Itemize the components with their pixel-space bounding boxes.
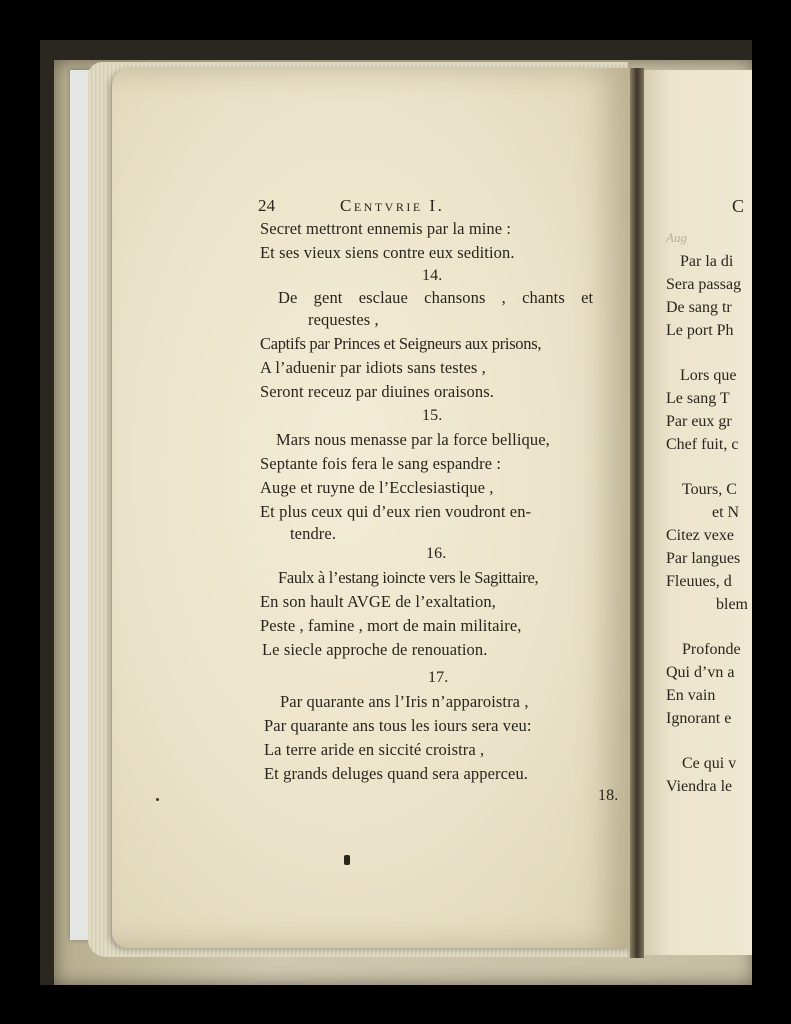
text-line: Ignorant e [666, 710, 732, 727]
left-page [112, 68, 632, 948]
text-line: Profonde [682, 641, 741, 658]
text-line: Par la di [680, 253, 734, 270]
text-line: Par langues [666, 550, 741, 567]
text-line: Seront receuz par diuines oraisons. [260, 382, 494, 401]
text-line: Le siecle approche de renouation. [262, 640, 488, 659]
text-line: En vain [666, 687, 716, 704]
running-title: Centvrie I. [340, 196, 445, 215]
text-line: Secret mettront ennemis par la mine : [260, 219, 512, 238]
text-line: Septante fois fera le sang espandre : [260, 454, 502, 473]
verse-number: 14. [422, 267, 443, 284]
catchword: 18. [598, 787, 619, 804]
text-line: Lors que [680, 367, 737, 384]
text-line: Qui d’vn a [666, 664, 735, 681]
text-line: blem [716, 596, 748, 613]
text-line: Par eux gr [666, 413, 732, 430]
text-line: Et plus ceux qui d’eux rien voudront en- [260, 502, 532, 521]
text-line: Auge et ruyne de l’Ecclesiastique , [260, 478, 494, 497]
text-line: Peste , famine , mort de main militaire, [260, 616, 522, 635]
book-gutter [630, 68, 644, 958]
text-line: La terre aride en siccité croistra , [264, 740, 485, 759]
right-page [644, 70, 752, 955]
book-photo [40, 40, 752, 985]
verse-number: 15. [422, 407, 443, 424]
text-line: Le sang T [666, 390, 730, 407]
text-line: De sang tr [666, 299, 732, 316]
text-line: Par quarante ans tous les iours sera veu: [264, 716, 532, 735]
page-number: 24 [258, 196, 276, 215]
text-line: Mars nous menasse par la force bellique, [276, 430, 550, 449]
text-line: A l’aduenir par idiots sans testes , [260, 358, 486, 377]
text-line: Chef fuit, c [666, 436, 739, 453]
header-fragment: C [732, 196, 745, 216]
text-line: Viendra le [666, 778, 733, 795]
text-line: De gent esclaue chansons , chants et [278, 288, 594, 307]
text-line: Tours, C [682, 481, 737, 498]
text-line: et N [712, 504, 740, 521]
text-line: Fleuues, d [666, 573, 732, 590]
text-line: Citez vexe [666, 527, 734, 544]
text-line: Par quarante ans l’Iris n’apparoistra , [280, 692, 529, 711]
text-line: Et grands deluges quand sera apperceu. [264, 764, 529, 783]
text-line: Captifs par Princes et Seigneurs aux prisons, [260, 334, 542, 353]
text-line: tendre. [290, 524, 337, 543]
ink-blot [344, 855, 350, 865]
text-line: En son hault AVGE de l’exaltation, [260, 592, 496, 611]
text-line: Faulx à l’estang ioincte vers le Sagittaire, [278, 568, 539, 587]
speck [156, 798, 159, 801]
verse-number: 17. [428, 669, 449, 686]
text-line: Le port Ph [666, 322, 734, 339]
text-line: Et ses vieux siens contre eux sedition. [260, 243, 515, 262]
verse-number: 16. [426, 545, 447, 562]
text-line: Sera passag [666, 276, 742, 293]
text-line: requestes , [308, 310, 379, 329]
text-line: Ce qui v [682, 755, 737, 772]
faint-fragment: Aug [666, 230, 687, 245]
